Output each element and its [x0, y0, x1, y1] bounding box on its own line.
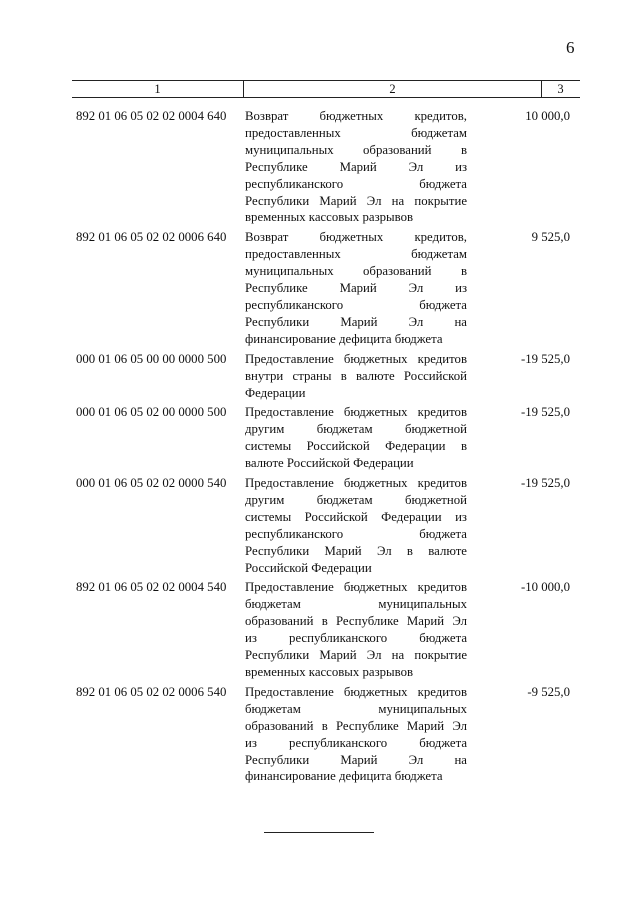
description-line: образований в Республике Марий Эл	[245, 614, 467, 629]
description-line: валюте Российской Федерации	[245, 456, 414, 471]
description-line: предоставленных бюджетам	[245, 247, 467, 262]
description-line: из республиканского бюджета	[245, 631, 467, 646]
table-row	[0, 404, 640, 472]
row-amount: 9 525,0	[531, 230, 570, 245]
table-row	[0, 579, 640, 680]
table-row	[0, 351, 640, 402]
column-header-2: 2	[243, 81, 542, 97]
row-description	[245, 404, 467, 472]
table-row	[0, 108, 640, 226]
description-line: Возврат бюджетных кредитов,	[245, 109, 467, 123]
description-line: Республики Марий Эл на покрытие	[245, 648, 467, 663]
description-line: предоставленных бюджетам	[245, 125, 467, 140]
description-line: бюджетам муниципальных	[245, 701, 467, 716]
description-line: Республики Марий Эл в валюте	[245, 543, 467, 558]
description-line: Республики Марий Эл на	[245, 314, 467, 329]
row-description	[245, 475, 467, 576]
budget-code: 892 01 06 05 02 02 0004 640	[76, 109, 227, 123]
description-line: Возврат бюджетных кредитов,	[245, 230, 467, 245]
description-line: Республики Марий Эл на	[245, 752, 467, 767]
description-line: бюджетам муниципальных	[245, 597, 467, 612]
budget-code: 892 01 06 05 02 02 0004 540	[76, 580, 227, 595]
row-amount: -19 525,0	[520, 351, 570, 366]
description-line: другим бюджетам бюджетной	[245, 422, 467, 437]
row-description	[245, 108, 467, 226]
description-line: системы Российской Федерации в	[245, 439, 467, 454]
description-line: Предоставление бюджетных кредитов	[245, 351, 467, 366]
table-body	[0, 108, 640, 788]
budget-code: 892 01 06 05 02 02 0006 640	[76, 230, 227, 245]
description-line: финансирование дефицита бюджета	[245, 331, 443, 346]
description-line: внутри страны в валюте Российской	[245, 368, 467, 383]
end-divider	[264, 832, 374, 833]
description-line: республиканского бюджета	[245, 176, 467, 191]
description-line: республиканского бюджета	[245, 526, 467, 541]
column-header-3: 3	[557, 82, 564, 96]
budget-code: 000 01 06 05 02 02 0000 540	[76, 476, 227, 491]
row-amount: 10 000,0	[525, 109, 570, 123]
budget-code: 000 01 06 05 02 00 0000 500	[76, 405, 227, 420]
table-header	[72, 80, 580, 98]
row-description	[245, 229, 467, 347]
description-line: Федерации	[245, 385, 306, 400]
table-row	[0, 229, 640, 347]
budget-code: 892 01 06 05 02 02 0006 540	[76, 684, 227, 699]
table-row	[0, 684, 640, 785]
description-line: республиканского бюджета	[245, 297, 467, 312]
row-amount: -9 525,0	[527, 684, 570, 699]
column-header-1: 1	[154, 82, 161, 96]
description-line: временных кассовых разрывов	[245, 210, 414, 225]
description-line: муниципальных образований в	[245, 142, 467, 157]
description-line: Предоставление бюджетных кредитов	[245, 580, 467, 595]
description-line: Республики Марий Эл на покрытие	[245, 193, 467, 208]
row-amount: -19 525,0	[520, 476, 570, 491]
description-line: из республиканского бюджета	[245, 735, 467, 750]
description-line: Российской Федерации	[245, 560, 372, 575]
row-description	[245, 351, 467, 402]
description-line: системы Российской Федерации из	[245, 509, 467, 524]
description-line: другим бюджетам бюджетной	[245, 492, 467, 507]
description-line: образований в Республике Марий Эл	[245, 718, 467, 733]
page-number: 6	[566, 38, 575, 57]
description-line: Предоставление бюджетных кредитов	[245, 476, 467, 491]
row-amount: -19 525,0	[520, 405, 570, 420]
description-line: Предоставление бюджетных кредитов	[245, 684, 467, 699]
description-line: Республике Марий Эл из	[245, 159, 467, 174]
description-line: финансирование дефицита бюджета	[245, 769, 443, 784]
description-line: Республике Марий Эл из	[245, 281, 467, 296]
row-amount: -10 000,0	[520, 580, 570, 595]
budget-code: 000 01 06 05 00 00 0000 500	[76, 351, 227, 366]
row-description	[245, 684, 467, 785]
description-line: муниципальных образований в	[245, 264, 467, 279]
description-line: Предоставление бюджетных кредитов	[245, 405, 467, 420]
description-line: временных кассовых разрывов	[245, 665, 414, 679]
table-row	[0, 475, 640, 576]
row-description	[245, 579, 467, 680]
